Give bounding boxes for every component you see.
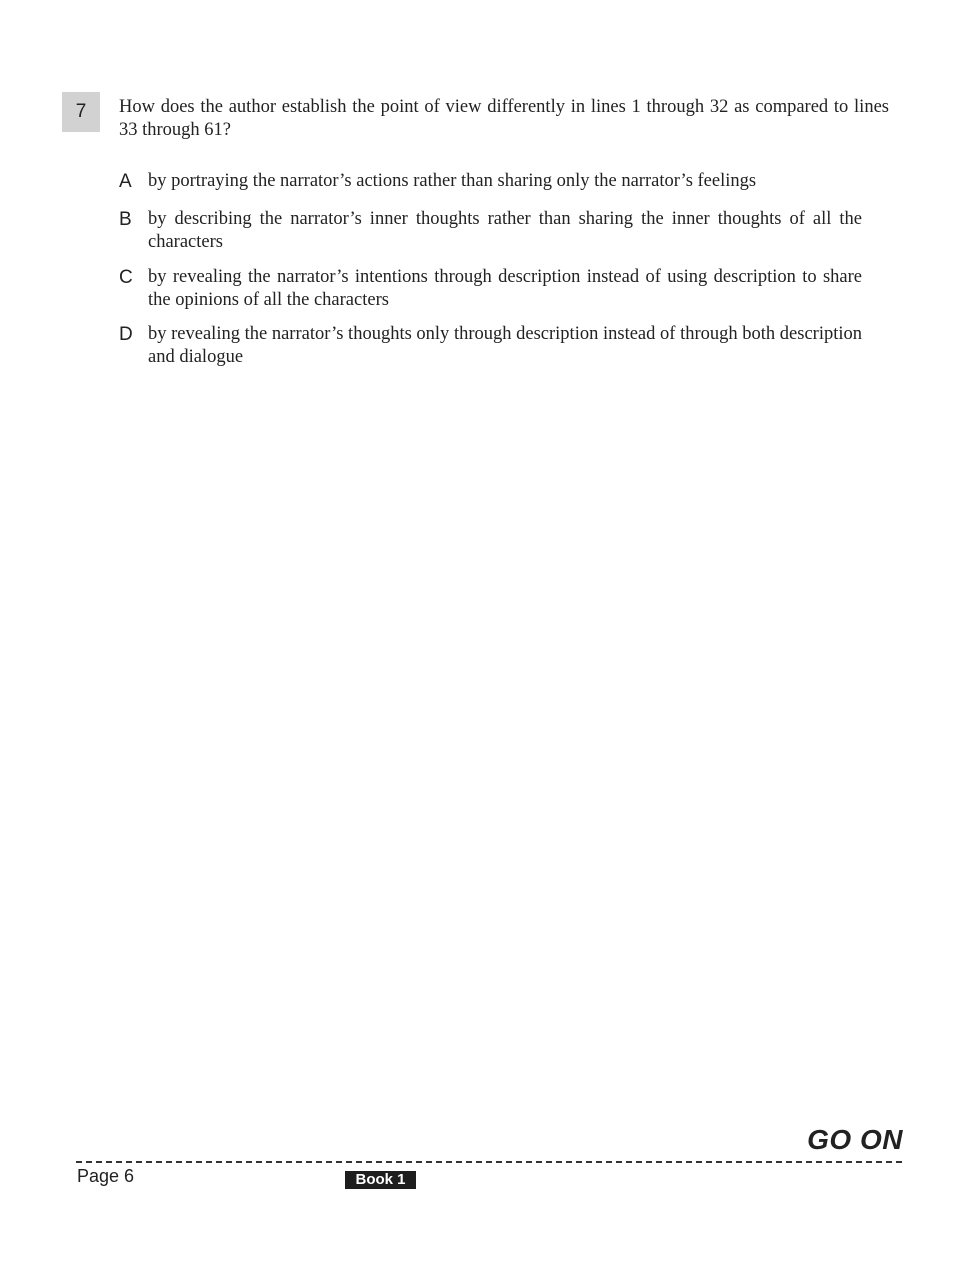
- choice-text-d: by revealing the narrator’s thoughts only through description instead of through both description and dialogue: [148, 324, 862, 367]
- question-number: 7: [75, 101, 87, 122]
- footer-divider: [76, 1161, 902, 1163]
- question-number-box: [62, 92, 100, 132]
- choice-text-c: by revealing the narrator’s intentions through description instead of using description to share the opinions of all the characters: [148, 267, 862, 310]
- choice-letter-d: D: [119, 324, 133, 345]
- choice-text-b: by describing the narrator’s inner thoughts rather than sharing the inner thoughts of all the characters: [148, 209, 862, 252]
- choice-letter-c: C: [119, 267, 133, 288]
- question-text: How does the author establish the point of view differently in lines 1 through 32 as compared to lines 33 through 61?: [119, 97, 889, 140]
- answer-choice-c[interactable]: [119, 266, 889, 312]
- go-on-label: GO ON: [807, 1124, 903, 1155]
- book-badge: Book 1: [345, 1171, 416, 1189]
- choice-text-a: by portraying the narrator’s actions rather than sharing only the narrator’s feelings: [148, 171, 757, 191]
- answer-choice-a[interactable]: [119, 170, 889, 193]
- choice-letter-b: B: [119, 209, 132, 230]
- answer-choice-b[interactable]: [119, 208, 889, 254]
- page-number: Page 6: [77, 1166, 135, 1186]
- choice-letter-a: A: [119, 171, 132, 192]
- answer-choice-d[interactable]: [119, 323, 889, 369]
